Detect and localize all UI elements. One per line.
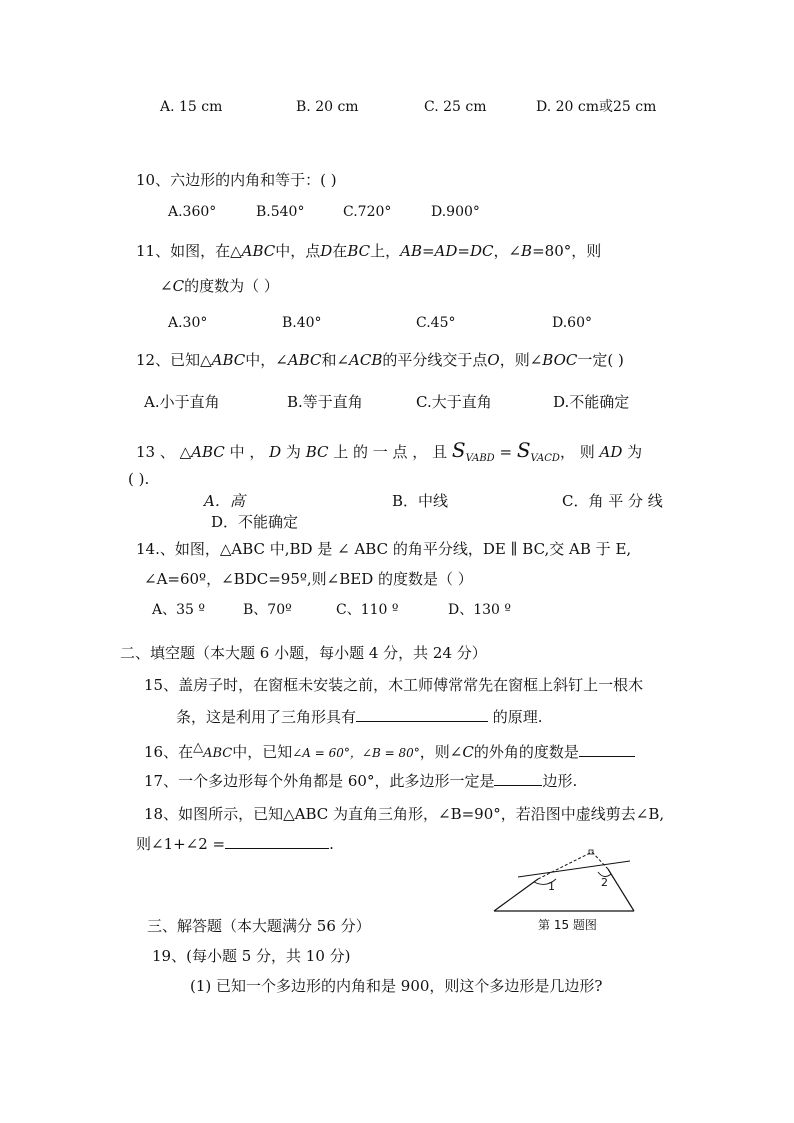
q10-option-a: A.360°: [168, 204, 217, 220]
q9-option-d: D. 20 cm或25 cm: [536, 99, 657, 115]
q9-option-a: A. 15 cm: [160, 99, 223, 115]
triangle-outline: [494, 869, 634, 911]
q12-option-c: C.大于直角: [416, 393, 492, 411]
q12-option-d: D.不能确定: [553, 393, 630, 411]
section2-title: 二、填空题（本大题 6 小题，每小题 4 分，共 24 分）: [120, 644, 487, 662]
q13-line2: ( ).: [128, 470, 150, 488]
q15-line2: 条，这是利用了三角形具有 的原理.: [176, 708, 543, 726]
q12-option-b: B.等于直角: [287, 393, 363, 411]
q15-line1: 15、盖房子时，在窗框未安装之前，木工师傅常常先在窗框上斜钉上一根木: [144, 676, 644, 694]
q14-option-a: A、35 º: [152, 602, 205, 618]
q18-line2: 则∠1+∠2 = .: [136, 835, 334, 853]
cut-off-corner-dashed: [538, 850, 608, 879]
q11-option-c: C.45°: [416, 315, 456, 331]
q16-answer-blank[interactable]: [579, 742, 635, 757]
q12-line1: 12、已知△ABC中，∠ABC和∠ACB的平分线交于点O，则∠BOC一定( ): [136, 351, 624, 369]
q12-option-a: A.小于直角: [144, 393, 220, 411]
q11-option-d: D.60°: [552, 315, 592, 331]
q18-answer-blank[interactable]: [225, 834, 329, 849]
q14-option-b: B、70º: [243, 602, 292, 618]
q10-option-d: D.900°: [431, 204, 480, 220]
q16-line: 16、在△ABC中，已知∠A = 60°，∠B = 80°，则∠C的外角的度数是: [144, 738, 635, 764]
q11-option-b: B.40°: [282, 315, 322, 331]
cut-line: [518, 861, 630, 877]
figure-caption: 第 15 题图: [538, 918, 597, 932]
q14-line1: 14.、如图，△ABC 中,BD 是 ∠ ABC 的角平分线，DE ∥ BC,交 AB 于 E,: [136, 540, 632, 558]
q19-subquestion-1: (1) 已知一个多边形的内角和是 900，则这个多边形是几边形?: [190, 977, 603, 995]
q10-text: 10、六边形的内角和等于：( ): [136, 171, 337, 189]
q9-option-b: B. 20 cm: [296, 99, 359, 115]
q13-line1: 13 、 △ABC 中 ， D 为 BC 上 的 一 点 ， 且 $S_{VABD} = S_{VACD}$， 则 AD 为: [136, 438, 643, 464]
q13-option-c: C．角 平 分 线: [562, 492, 663, 510]
q17-answer-blank[interactable]: [494, 771, 542, 786]
q14-option-d: D、130 º: [448, 602, 511, 618]
q11-line2: ∠C的度数为（ ）: [160, 277, 279, 295]
q10-option-c: C.720°: [343, 204, 392, 220]
q11-line1: 11、如图，在△ABC中，点D在BC上，AB=AD=DC，∠B=80°，则: [136, 242, 602, 260]
angle-1-label: 1: [548, 880, 555, 893]
q18-line1: 18、如图所示，已知△ABC 为直角三角形，∠B=90°，若沿图中虚线剪去∠B,: [144, 805, 665, 823]
angle-2-label: 2: [601, 876, 608, 889]
q14-line2: ∠A=60º，∠BDC=95º,则∠BED 的度数是（ ）: [144, 570, 473, 588]
q9-option-c: C. 25 cm: [424, 99, 487, 115]
q13-option-b: B．中线: [392, 492, 449, 510]
q19-header: 19、(每小题 5 分，共 10 分): [152, 947, 351, 965]
q10-option-b: B.540°: [256, 204, 305, 220]
q11-option-a: A.30°: [168, 315, 208, 331]
section3-title: 三、解答题（本大题满分 56 分）: [147, 917, 371, 935]
q17-line: 17、一个多边形每个外角都是 60°，此多边形一定是 边形.: [144, 772, 578, 790]
q14-option-c: C、110 º: [336, 602, 399, 618]
q13-option-a: A．高: [204, 492, 245, 510]
q13-option-d: D．不能确定: [211, 513, 299, 531]
q15-answer-blank[interactable]: [356, 707, 488, 722]
